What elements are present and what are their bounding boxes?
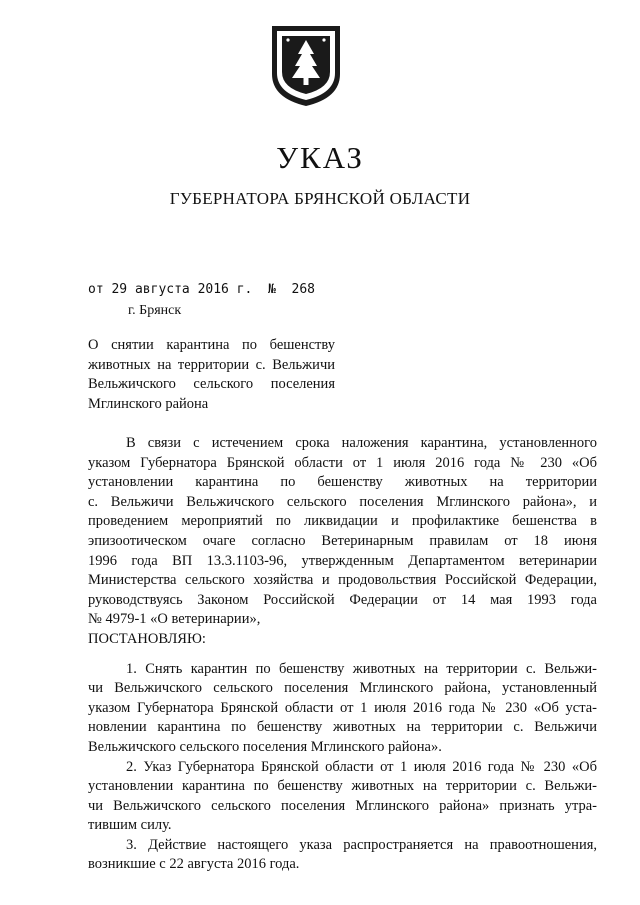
heading-line: Вельжичского сельского поселения: [88, 376, 335, 392]
body-line: с. Вельжичи Вельжичского сельского поселения Мглинского района», и: [88, 493, 597, 510]
document-title: УКАЗ: [276, 140, 364, 175]
heading-line: Мглинского района: [88, 395, 209, 412]
body-line: В связи с истечением срока наложения карантина, установленного: [126, 435, 597, 451]
body-line: Вельжичского сельского поселения Мглинского района».: [88, 738, 442, 755]
body-line: руководствуясь Законом Российской Федерации от 14 мая 1993 года: [88, 591, 597, 608]
body-line: чи Вельжичского сельского поселения Мглинского района» признать утра-: [88, 797, 597, 814]
body-line: чи Вельжичского сельского поселения Мглинского района, установленный: [88, 680, 597, 697]
body-line: возникшие с 22 августа 2016 года.: [88, 856, 300, 873]
body-line: установлении карантина по бешенству животных на территории: [88, 474, 597, 491]
heading-line: животных на территории с. Вельжичи: [88, 356, 335, 373]
body-line: Министерства сельского хозяйства и продовольствия Российской Федерации,: [88, 572, 597, 589]
body-line: 3. Действие настоящего указа распространяется на правоотношения,: [126, 836, 597, 853]
coat-of-arms-icon: [268, 22, 344, 108]
body-line: указом Губернатора Брянской области от 1 июля 2016 года № 230 «Об: [88, 454, 597, 471]
decree-heading: [88, 336, 335, 414]
body-line: № 4979-1 «О ветеринарии»,: [88, 611, 261, 628]
body-line: проведением мероприятий по ликвидации и профилактике бешенства в: [88, 513, 597, 530]
body-line: тившим силу.: [88, 817, 172, 834]
point-2-paragraph: [88, 758, 597, 836]
body-line: новлении карантина по бешенству животных на территории с. Вельжичи: [88, 719, 597, 736]
date-number-line: от 29 августа 2016 г. № 268: [88, 282, 315, 297]
body-line: 1996 года ВП 13.3.1103-96, утвержденным Департаментом ветеринарии: [88, 552, 597, 569]
resolution-keyword: ПОСТАНОВЛЯЮ:: [88, 630, 206, 647]
body-line: установлении карантина по бешенству животных на территории с. Вельжи-: [88, 778, 597, 795]
point-1-paragraph: [88, 660, 597, 758]
point-3-paragraph: [88, 836, 597, 875]
preamble-paragraph: [88, 434, 597, 650]
body-line: указом Губернатора Брянской области от 1 июля 2016 года № 230 «Об уста-: [88, 699, 597, 716]
body-line: 2. Указ Губернатора Брянской области от 1 июля 2016 года № 230 «Об: [126, 758, 597, 775]
heading-line: О снятии карантина по бешенству: [88, 337, 335, 353]
city-line: г. Брянск: [128, 303, 182, 318]
decree-body: [88, 434, 597, 875]
document-subtitle: ГУБЕРНАТОРА БРЯНСКОЙ ОБЛАСТИ: [169, 189, 471, 208]
body-line: эпизоотическом очаге согласно Ветеринарным правилам от 18 июня: [88, 532, 597, 549]
body-line: 1. Снять карантин по бешенству животных на территории с. Вельжи-: [126, 660, 597, 677]
